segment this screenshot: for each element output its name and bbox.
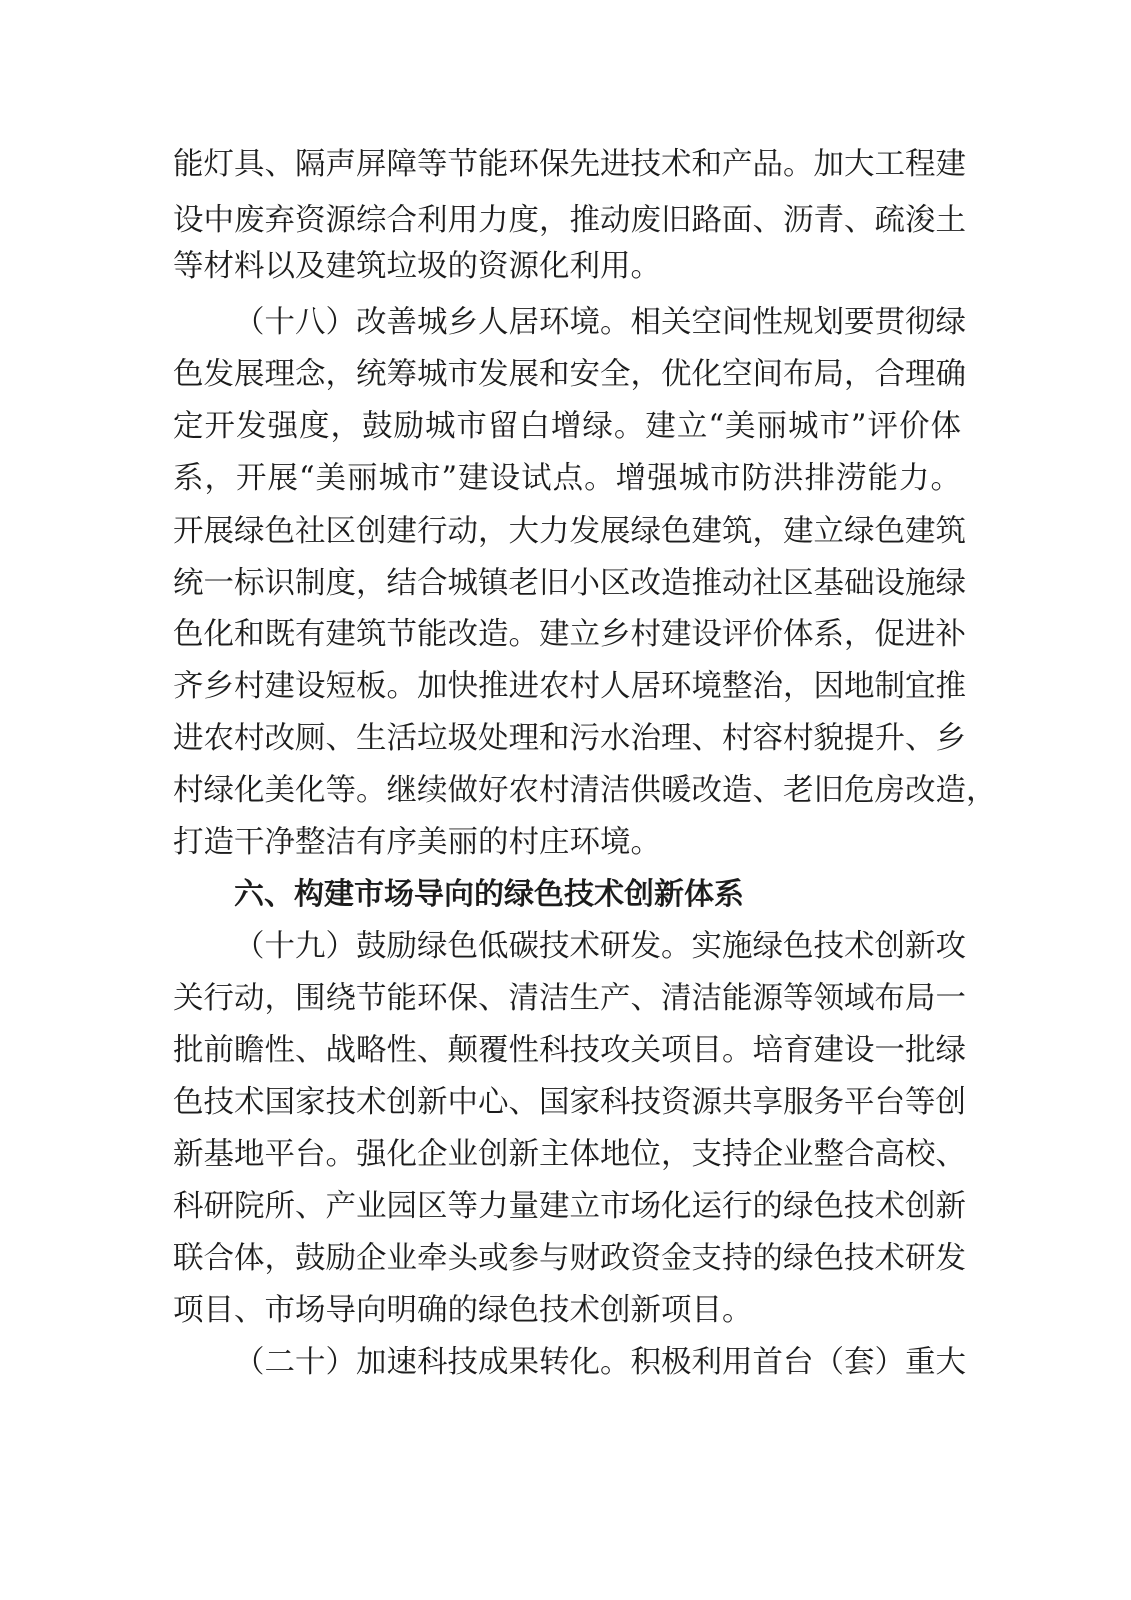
body-text-line: 开展绿色社区创建行动，大力发展绿色建筑，建立绿色建筑 (173, 514, 966, 549)
body-text-line: 联合体，鼓励企业牵头或参与财政资金支持的绿色技术研发 (173, 1241, 966, 1276)
body-text-line: 定开发强度，鼓励城市留白增绿。建立“美丽城市”评价体 (173, 409, 961, 444)
paragraph-18-first-line: （十八）改善城乡人居环境。相关空间性规划要贯彻绿 (234, 305, 966, 340)
section-heading: 六、构建市场导向的绿色技术创新体系 (234, 877, 744, 912)
body-text-line: 等材料以及建筑垃圾的资源化利用。 (173, 249, 661, 284)
body-text-line: 批前瞻性、战略性、颠覆性科技攻关项目。培育建设一批绿 (173, 1033, 966, 1068)
paragraph-20-first-line: （二十）加速科技成果转化。积极利用首台（套）重大 (234, 1345, 966, 1380)
body-text-line: 村绿化美化等。继续做好农村清洁供暖改造、老旧危房改造， (173, 773, 997, 808)
body-text-line: 色化和既有建筑节能改造。建立乡村建设评价体系，促进补 (173, 617, 966, 652)
body-text-line: 科研院所、产业园区等力量建立市场化运行的绿色技术创新 (173, 1189, 966, 1224)
body-text-line: 能灯具、隔声屏障等节能环保先进技术和产品。加大工程建 (173, 147, 966, 182)
body-text-line: 系，开展“美丽城市”建设试点。增强城市防洪排涝能力。 (173, 461, 961, 496)
body-text-line: 齐乡村建设短板。加快推进农村人居环境整治，因地制宜推 (173, 669, 966, 704)
body-text-line: 统一标识制度，结合城镇老旧小区改造推动社区基础设施绿 (173, 566, 966, 601)
body-text-line: 项目、市场导向明确的绿色技术创新项目。 (173, 1293, 753, 1328)
body-text-line: 进农村改厕、生活垃圾处理和污水治理、村容村貌提升、乡 (173, 721, 966, 756)
body-text-line: 新基地平台。强化企业创新主体地位，支持企业整合高校、 (173, 1137, 966, 1172)
body-text-line: 设中废弃资源综合利用力度，推动废旧路面、沥青、疏浚土 (173, 203, 966, 238)
paragraph-19-first-line: （十九）鼓励绿色低碳技术研发。实施绿色技术创新攻 (234, 929, 966, 964)
body-text-line: 色技术国家技术创新中心、国家科技资源共享服务平台等创 (173, 1085, 966, 1120)
body-text-line: 打造干净整洁有序美丽的村庄环境。 (173, 825, 661, 860)
body-text-line: 关行动，围绕节能环保、清洁生产、清洁能源等领域布局一 (173, 981, 966, 1016)
body-text-line: 色发展理念，统筹城市发展和安全，优化空间布局，合理确 (173, 357, 966, 392)
